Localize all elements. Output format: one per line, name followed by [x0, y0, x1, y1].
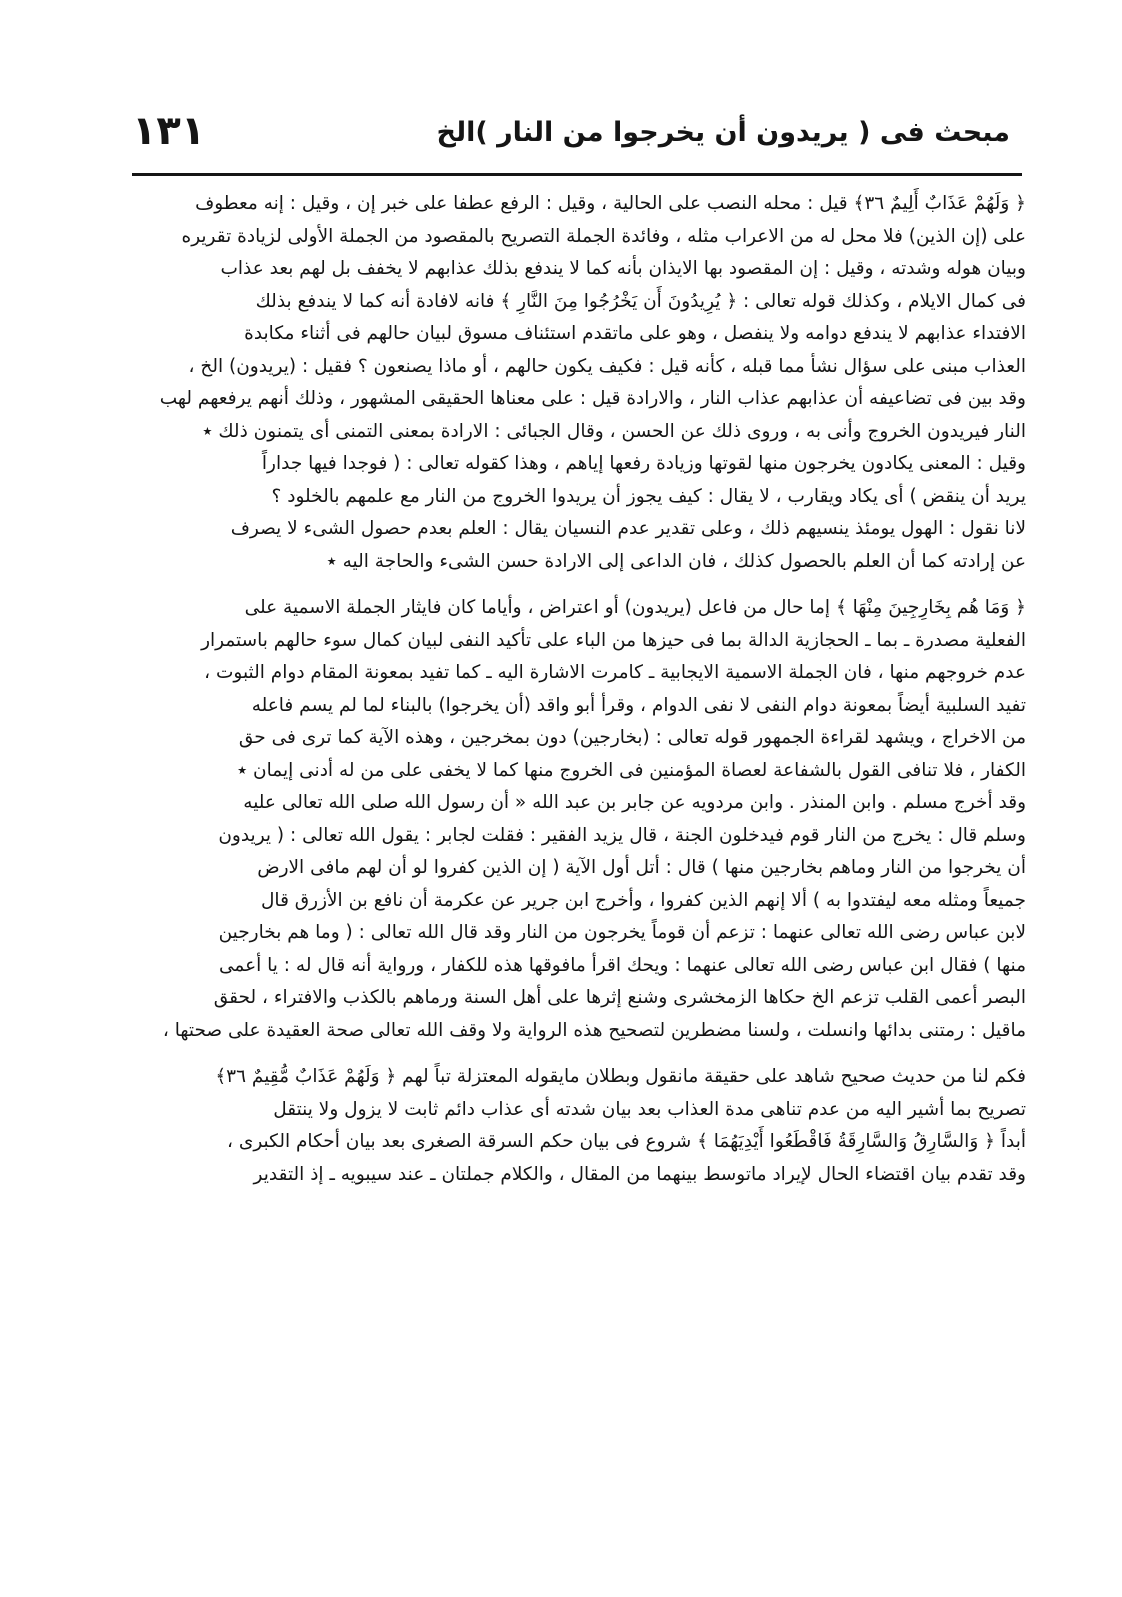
text-paragraph — [128, 787, 1026, 1047]
text-line: وقيل : المعنى يكادون يخرجون منها لقوتها وزيادة رفعها إياهم ، وهذا كقوله تعالى : ( فوجدا فيها جداراً — [261, 453, 1026, 474]
text-line: وبيان هوله وشدته ، وقيل : إن المقصود بها الايذان بأنه كما لا يندفع بذلك عذابهم لا يخفف بل لهم بعد عذاب — [220, 258, 1026, 279]
text-line: يريد أن ينقض ) أى يكاد ويقارب ، لا يقال : كيف يجوز أن يريدوا الخروج من النار مع علمهم بالخلود ؟ — [271, 485, 1026, 507]
text-paragraph — [128, 1061, 1026, 1191]
text-line: وقد تقدم بيان اقتضاء الحال لإيراد ماتوسط بينهما من المقال ، والكلام جملتان ـ عند سيبويه ـ إذ التقدير — [253, 1163, 1026, 1185]
text-paragraph — [128, 592, 1026, 787]
text-line: من الاخراج ، ويشهد لقراءة الجمهور قوله تعالى : (بخارجين) دون بمخرجين ، وهذه الآية كما ترى فى حق — [238, 727, 1026, 748]
text-line: تصريح بما أشير اليه من عدم تناهى مدة العذاب بعد بيان شدته أى عذاب دائم ثابت لا يزول ولا ينتقل — [273, 1098, 1026, 1120]
text-line: البصر أعمى القلب تزعم الخ حكاها الزمخشرى وشنع إثرها على أهل السنة ورماهم بالكذب والافتراء ، لحقق — [213, 987, 1026, 1008]
text-line: عن إرادته كما أن العلم بالحصول كذلك ، فان الداعى إلى الارادة حسن الشىء والحاجة اليه ٭ — [326, 550, 1026, 572]
text-line: ﴿ وَلَهُمْ عَذَابٌ أَلِيمٌ ٣٦﴾ قيل : محله النصب على الحالية ، وقيل : الرفع عطفا على خبر إن ، وقيل : إنه معطوف — [195, 193, 1026, 214]
text-line: لانا نقول : الهول يومئذ ينسيهم ذلك ، وعلى تقدير عدم النسيان يقال : العلم بعدم حصول الشىء لا يصرف — [230, 518, 1026, 539]
running-title: مبحث فى ( يريدون أن يخرجوا من النار )الخ — [436, 117, 1010, 148]
header-divider — [132, 173, 1022, 176]
text-line: عدم خروجهم منها ، فان الجملة الاسمية الايجابية ـ كامرت الاشارة اليه ـ كما تفيد بمعونة المقام دوام الثبوت ، — [204, 662, 1026, 683]
text-line: فى كمال الايلام ، وكذلك قوله تعالى : ﴿ يُرِيدُونَ أَن يَخْرُجُوا مِنَ النَّارِ ﴾ فانه لافادة أنه كما لا يندفع بذلك — [255, 290, 1026, 312]
text-line: ماقيل : رمتنى بدائها وانسلت ، ولسنا مضطرين لتصحيح هذه الرواية ولا وقف الله تعالى صحة العقيدة على صحتها ، — [162, 1019, 1026, 1041]
text-line: جميعاً ومثله معه ليفتدوا به ) ألا إنهم الذين كفروا ، وأخرج ابن جرير عن عكرمة أن نافع بن الأزرق قال — [260, 889, 1026, 911]
text-line: أبداً ﴿ وَالسَّارِقُ وَالسَّارِقَةُ فَاقْطَعُوا أَيْدِيَهُمَا ﴾ شروع فى بيان حكم السرقة الصغرى بعد بيان أحكام الكبرى ، — [226, 1131, 1026, 1152]
text-line: منها ) فقال ابن عباس رضى الله تعالى عنهما : ويحك اقرأ مافوقها هذه للكفار ، ورواية أنه قال له : يا أعمى — [218, 954, 1026, 976]
text-line: الفعلية مصدرة ـ بما ـ الحجازية الدالة بما فى حيزها من الباء على تأكيد النفى لبيان كمال سوء حالهم باستمرار — [201, 629, 1026, 651]
text-line: لابن عباس رضى الله تعالى عنهما : تزعم أن قوماً يخرجون من النار وقد قال الله تعالى : ( وما هم بخارجين — [218, 922, 1026, 943]
page-number: ١٣١ — [132, 108, 206, 154]
text-line: وسلم قال : يخرج من النار قوم فيدخلون الجنة ، قال يزيد الفقير : فقلت لجابر : يقول الله تعالى : ( يريدون — [218, 824, 1026, 846]
text-paragraph — [128, 188, 1026, 448]
text-line: ﴿ وَمَا هُم بِخَارِجِينَ مِنْهَا ﴾ إما حال من فاعل (يريدون) أو اعتراض ، وأياما كان فايثار الجملة الاسمية على — [244, 597, 1026, 618]
text-line: وقد بين فى تضاعيفه أن عذابهم عذاب النار ، والارادة قيل : على معناها الحقيقى المشهور ، وذلك أنهم يرفعهم لهب — [159, 388, 1026, 409]
text-line: فكم لنا من حديث صحيح شاهد على حقيقة مانقول وبطلان مايقوله المعتزلة تباً لهم ﴿ وَلَهُمْ عَذَابٌ مُّقِيمٌ ٣٦﴾ — [215, 1066, 1026, 1087]
text-line: الافتداء عذابهم لا يندفع دوامه ولا ينفصل ، وهو على ماتقدم استئناف مسوق لبيان حالهم فى أثناء مكابدة — [244, 323, 1026, 344]
text-line: العذاب مبنى على سؤال نشأ مما قبله ، كأنه قيل : فكيف يكون حالهم ، أو ماذا يصنعون ؟ فقيل : (يريدون) الخ ، — [188, 355, 1026, 377]
text-line: على (إن الذين) فلا محل له من الاعراب مثله ، وفائدة الجملة التصريح بالمقصود من الجملة الأولى لزيادة تقريره — [181, 225, 1026, 247]
text-paragraph — [128, 448, 1026, 578]
text-line: النار فيريدون الخروج وأنى به ، وروى ذلك عن الحسن ، وقال الجبائى : الارادة بمعنى التمنى أى يتمنون ذلك ٭ — [202, 420, 1026, 442]
text-line: وقد أخرج مسلم . وابن المنذر . وابن مردويه عن جابر بن عبد الله « أن رسول الله صلى الله تعالى عليه — [243, 792, 1026, 813]
text-line: تفيد السلبية أيضاً بمعونة دوام النفى لا نفى الدوام ، وقرأ أبو واقد (أن يخرجوا) بالبناء لما لم يسم فاعله — [251, 694, 1026, 716]
page-body — [128, 188, 1026, 1191]
text-line: الكفار ، فلا تنافى القول بالشفاعة لعصاة المؤمنين فى الخروج منها كما لا يخفى على من له أدنى إيمان ٭ — [237, 759, 1026, 781]
page-header — [132, 104, 1022, 158]
text-line: أن يخرجوا من النار وماهم بخارجين منها ) قال : أتل أول الآية ( إن الذين كفروا لو أن لهم مافى الارض — [257, 857, 1026, 878]
